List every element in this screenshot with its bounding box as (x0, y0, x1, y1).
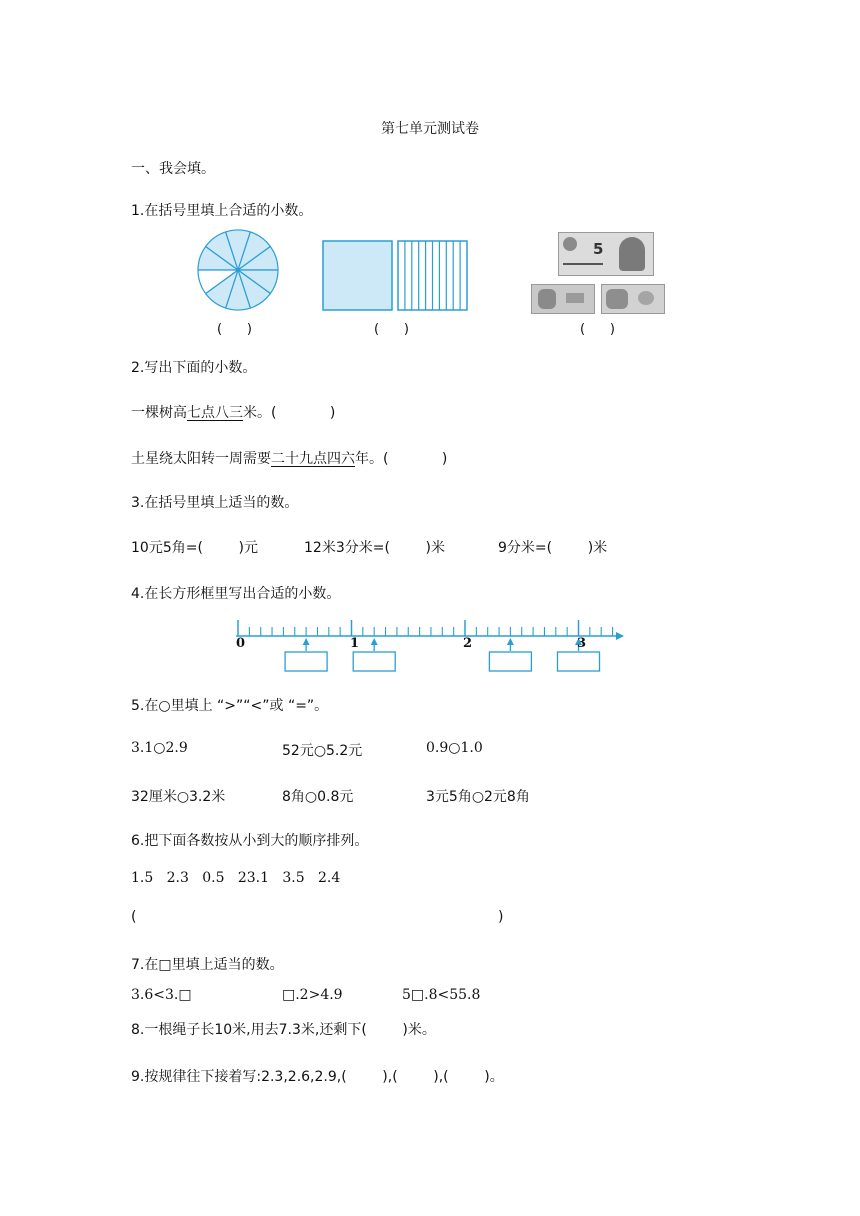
question-1-label: 1.在括号里填上合适的小数。 (131, 203, 313, 219)
q5-item-4[interactable]: 32厘米○3.2米 (131, 789, 226, 805)
money-jiao-note-1 (531, 284, 595, 314)
q1-blank-3[interactable]: ( ) (580, 322, 615, 337)
pointer-arrowhead (303, 638, 310, 645)
question-3-label: 3.在括号里填上适当的数。 (131, 495, 299, 511)
question-7-label: 7.在□里填上适当的数。 (131, 957, 284, 973)
tick-label-0: 0 (236, 636, 246, 651)
number-line (230, 612, 630, 678)
section-heading: 一、我会填。 (131, 161, 215, 177)
note-value: 5 (593, 240, 604, 258)
money-five-yuan-note (558, 232, 654, 276)
q2-line-1 (131, 402, 335, 422)
q5-item-1[interactable]: 3.1○2.9 (131, 740, 188, 756)
value-mark-icon (566, 293, 584, 303)
q2-line-2 (131, 448, 447, 468)
tick-label-2: 2 (463, 636, 473, 651)
q2-line1-pre: 一棵树高 (131, 405, 187, 421)
answer-box-4[interactable] (558, 652, 600, 671)
q1-blank-1[interactable]: ( ) (217, 322, 252, 337)
pointer-arrowhead (507, 638, 514, 645)
q2-line2-pre: 土星绕太阳转一周需要 (131, 451, 271, 467)
tenths-strips (397, 240, 469, 312)
note-serial (563, 263, 603, 265)
q7-item-2[interactable]: □.2>4.9 (282, 987, 343, 1003)
q7-item-3[interactable]: 5□.8<55.8 (402, 987, 481, 1003)
portrait-icon (619, 237, 645, 271)
question-5-label: 5.在○里填上 “>”“<”或 “=”。 (131, 698, 329, 714)
question-9[interactable]: 9.按规律往下接着写:2.3,2.6,2.9,( ),( ),( )。 (131, 1069, 504, 1085)
q3-item-2[interactable]: 12米3分米=( )米 (304, 540, 445, 556)
q5-item-3[interactable]: 0.9○1.0 (426, 740, 483, 756)
tick-label-3: 3 (577, 636, 587, 651)
q2-line1-underlined: 七点八三 (187, 405, 243, 421)
answer-box-1[interactable] (285, 652, 327, 671)
q5-item-5[interactable]: 8角○0.8元 (282, 789, 354, 805)
emblem-icon (563, 237, 577, 251)
q3-item-3[interactable]: 9分米=( )米 (498, 540, 608, 556)
figure-icon (538, 289, 556, 309)
q5-item-2[interactable]: 52元○5.2元 (282, 743, 363, 759)
q6-answer-open[interactable]: ( (131, 909, 137, 925)
figure-icon (606, 289, 628, 309)
question-6-label: 6.把下面各数按从小到大的顺序排列。 (131, 833, 369, 849)
axis-arrowhead (616, 632, 624, 640)
q6-answer-close[interactable]: ) (498, 909, 504, 925)
q1-blank-2[interactable]: ( ) (374, 322, 409, 337)
value-mark-icon (638, 291, 654, 305)
fraction-circle (196, 228, 280, 312)
q6-numbers: 1.5 2.3 0.5 23.1 3.5 2.4 (131, 870, 341, 886)
money-jiao-note-2 (601, 284, 665, 314)
tick-label-1: 1 (350, 636, 360, 651)
q2-line1-post[interactable]: 米。( ) (243, 405, 336, 421)
pointer-arrowhead (371, 638, 378, 645)
q3-item-1[interactable]: 10元5角=( )元 (131, 540, 258, 556)
question-8[interactable]: 8.一根绳子长10米,用去7.3米,还剩下( )米。 (131, 1022, 436, 1038)
q5-item-6[interactable]: 3元5角○2元8角 (426, 789, 530, 805)
q2-line2-underlined: 二十九点四六 (271, 451, 355, 467)
unit-square (322, 240, 394, 312)
page-title: 第七单元测试卷 (381, 121, 479, 137)
question-4-label: 4.在长方形框里写出合适的小数。 (131, 586, 341, 602)
question-2-label: 2.写出下面的小数。 (131, 360, 257, 376)
answer-box-3[interactable] (489, 652, 531, 671)
q7-item-1[interactable]: 3.6<3.□ (131, 987, 192, 1003)
answer-box-2[interactable] (353, 652, 395, 671)
q2-line2-post[interactable]: 年。( ) (355, 451, 448, 467)
